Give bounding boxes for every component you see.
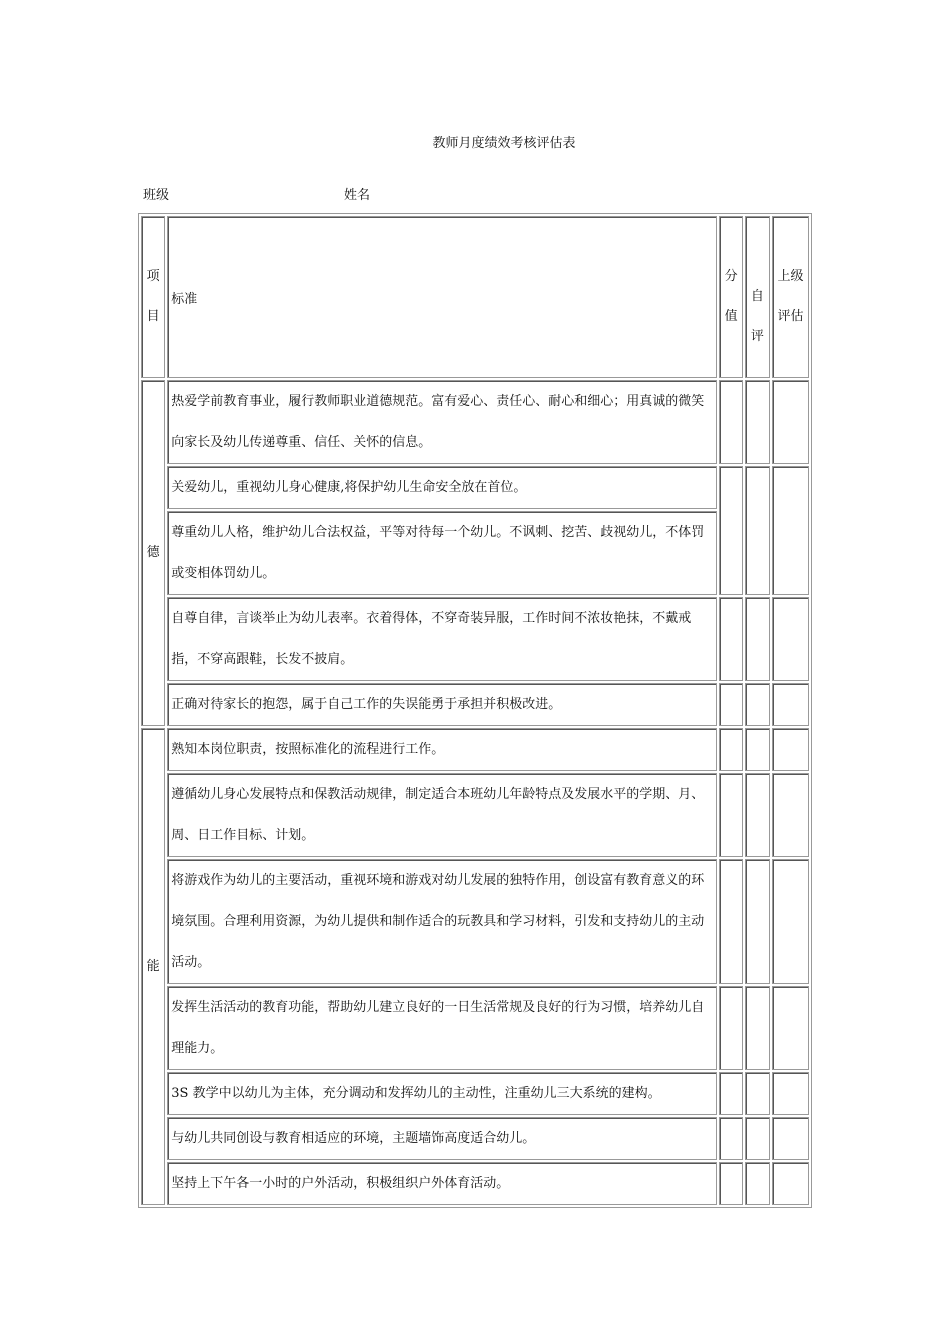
- header-standard: [167, 216, 717, 378]
- score-cell[interactable]: [719, 597, 743, 681]
- category-label: 能: [146, 958, 160, 974]
- header-superior: [772, 216, 810, 378]
- standard-cell: 正确对待家长的抱怨，属于自己工作的失误能勇于承担并积极改进。: [167, 683, 717, 726]
- table-row: [141, 773, 809, 857]
- header-score: [719, 216, 743, 378]
- category-label: 德: [146, 545, 160, 560]
- score-cell[interactable]: [719, 1162, 743, 1205]
- category-cell-de: [141, 380, 165, 726]
- header-self-label: 自评: [750, 289, 764, 344]
- table-row: [141, 728, 809, 771]
- table-row: [141, 986, 809, 1070]
- header-standard-label: 标准: [171, 291, 198, 307]
- evaluation-table: [138, 213, 812, 1208]
- category-cell-neng: [141, 728, 165, 1205]
- standard-cell: 热爱学前教育事业，履行教师职业道德规范。富有爱心、责任心、耐心和细心；用真诚的微笑向家长及幼儿传递尊重、信任、关怀的信息。: [167, 380, 717, 464]
- self-eval-cell[interactable]: [745, 466, 769, 595]
- standard-cell: 3S 教学中以幼儿为主体，充分调动和发挥幼儿的主动性，注重幼儿三大系统的建构。: [167, 1072, 717, 1115]
- standard-cell: 与幼儿共同创设与教育相适应的环境，主题墙饰高度适合幼儿。: [167, 1117, 717, 1160]
- superior-eval-cell[interactable]: [772, 597, 810, 681]
- table-row: [141, 1072, 809, 1115]
- header-score-label: 分值: [724, 269, 738, 324]
- standard-cell: 发挥生活活动的教育功能，帮助幼儿建立良好的一日生活常规及良好的行为习惯，培养幼儿自理能力。: [167, 986, 717, 1070]
- superior-eval-cell[interactable]: [772, 728, 810, 771]
- superior-eval-cell[interactable]: [772, 986, 810, 1070]
- document-title: 教师月度绩效考核评估表: [432, 136, 576, 151]
- superior-eval-cell[interactable]: [772, 466, 810, 595]
- self-eval-cell[interactable]: [745, 1072, 769, 1115]
- header-self: [745, 216, 769, 378]
- table-row: [141, 1117, 809, 1160]
- table-row: [141, 683, 809, 726]
- superior-eval-cell[interactable]: [772, 683, 810, 726]
- self-eval-cell[interactable]: [745, 1162, 769, 1205]
- superior-eval-cell[interactable]: [772, 1117, 810, 1160]
- self-eval-cell[interactable]: [745, 1117, 769, 1160]
- standard-cell: 将游戏作为幼儿的主要活动，重视环境和游戏对幼儿发展的独特作用，创设富有教育意义的环境氛围。合理利用资源，为幼儿提供和制作适合的玩教具和学习材料，引发和支持幼儿的主动活动。: [167, 859, 717, 984]
- header-item: [141, 216, 165, 378]
- table-row: [141, 511, 809, 595]
- superior-eval-cell[interactable]: [772, 1072, 810, 1115]
- self-eval-cell[interactable]: [745, 380, 769, 464]
- standard-cell: 自尊自律，言谈举止为幼儿表率。衣着得体，不穿奇装异服，工作时间不浓妆艳抹，不戴戒指，不穿高跟鞋，长发不披肩。: [167, 597, 717, 681]
- table-row: [141, 859, 809, 984]
- standard-cell: 关爱幼儿，重视幼儿身心健康,将保护幼儿生命安全放在首位。: [167, 466, 717, 509]
- score-cell[interactable]: [719, 1117, 743, 1160]
- table-header-row: [141, 216, 809, 378]
- score-cell[interactable]: [719, 683, 743, 726]
- score-cell[interactable]: [719, 773, 743, 857]
- score-cell[interactable]: [719, 986, 743, 1070]
- table-row: [141, 1162, 809, 1205]
- self-eval-cell[interactable]: [745, 597, 769, 681]
- self-eval-cell[interactable]: [745, 859, 769, 984]
- header-item-label: 项目: [146, 269, 160, 324]
- table-row: [141, 597, 809, 681]
- superior-eval-cell[interactable]: [772, 380, 810, 464]
- standard-cell: 遵循幼儿身心发展特点和保教活动规律，制定适合本班幼儿年龄特点及发展水平的学期、月、周、日工作目标、计划。: [167, 773, 717, 857]
- self-eval-cell[interactable]: [745, 683, 769, 726]
- self-eval-cell[interactable]: [745, 986, 769, 1070]
- superior-eval-cell[interactable]: [772, 859, 810, 984]
- self-eval-cell[interactable]: [745, 728, 769, 771]
- name-field-label: 姓名: [344, 188, 371, 203]
- header-superior-label: 上级评估: [777, 269, 804, 324]
- self-eval-cell[interactable]: [745, 773, 769, 857]
- standard-cell: 尊重幼儿人格，维护幼儿合法权益，平等对待每一个幼儿。不讽刺、挖苦、歧视幼儿，不体罚或变相体罚幼儿。: [167, 511, 717, 595]
- score-cell[interactable]: [719, 859, 743, 984]
- table-row: [141, 380, 809, 464]
- class-field-label: 班级: [143, 188, 170, 203]
- standard-cell: 熟知本岗位职责，按照标准化的流程进行工作。: [167, 728, 717, 771]
- superior-eval-cell[interactable]: [772, 1162, 810, 1205]
- score-cell[interactable]: [719, 466, 743, 595]
- score-cell[interactable]: [719, 380, 743, 464]
- standard-cell: 坚持上下午各一小时的户外活动，积极组织户外体育活动。: [167, 1162, 717, 1205]
- table-row: [141, 466, 809, 509]
- superior-eval-cell[interactable]: [772, 773, 810, 857]
- score-cell[interactable]: [719, 1072, 743, 1115]
- score-cell[interactable]: [719, 728, 743, 771]
